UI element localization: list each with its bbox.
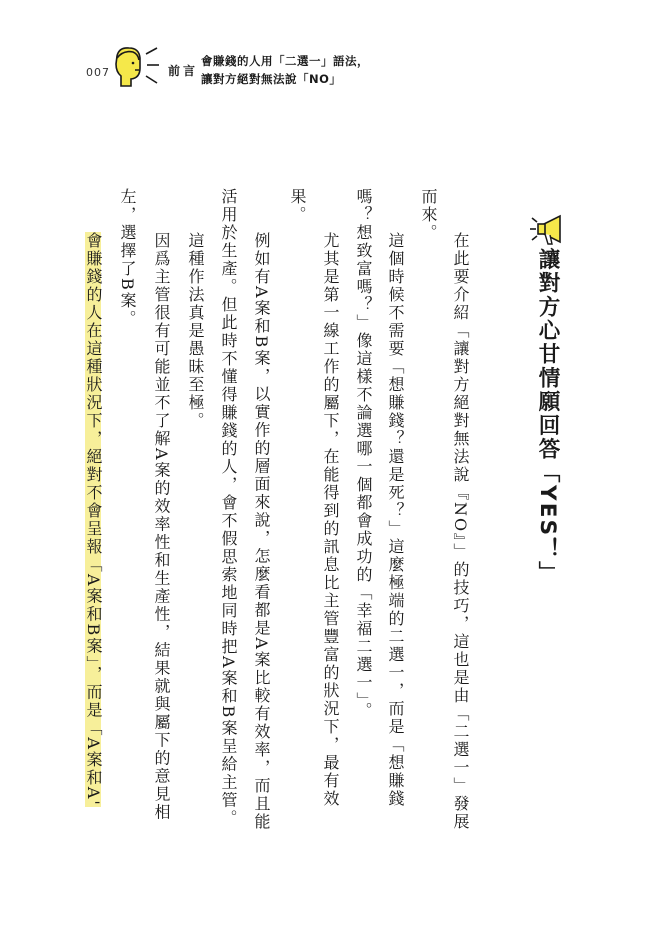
section-heading: 讓對方心甘情願回答「YES！」 [535,248,560,585]
body-column-8: 活用於生產。但此時不懂得賺錢的人，會不假思索地同時把A案和B案呈給主管。 [219,188,238,828]
chapter-title-line-1: 會賺錢的人用「二選一」語法， [201,54,369,68]
body-column-6: 果。 [288,188,307,224]
section-label: 前言 [168,64,199,78]
body-column-1: 在此要介紹「讓對方絕對無法說『NO』」的技巧，這也是由「二選一」發展 [451,232,470,832]
body-column-9: 這種作法真是愚昧至極。 [186,232,205,430]
body-column-5: 尤其是第一線工作的屬下，在能得到的訊息比主管豐富的狀況下，最有效 [321,232,340,808]
body-column-3: 這個時候不需要「想賺錢？還是死？」這麼極端的二選一，而是「想賺錢 [386,232,405,808]
body-column-10: 因爲主管很有可能並不了解A案的效率性和生產性，結果就與屬下的意見相 [152,232,171,822]
body-column-4: 嗎？想致富嗎？」像這樣不論選哪一個都會成功的「幸福二選一」。 [354,188,373,720]
body-column-11: 左，選擇了B案。 [118,188,137,328]
body-column-2: 而來。 [419,188,438,242]
chapter-title-line-2: 讓對方絕對無法說「NO」 [201,72,342,86]
thinking-head-icon [113,46,161,90]
body-column-12-highlighted: 會賺錢的人在這種狀況下，絕對不會呈報「A案和B案」，而是「A案和A' [84,232,103,807]
page-header [0,38,663,108]
megaphone-icon [530,212,578,250]
body-column-7: 例如有A案和B案，以實作的層面來說，怎麼看都是A案比較有效率，而且能 [252,232,271,831]
page-number: 007 [86,66,110,79]
chapter-title [201,52,369,88]
